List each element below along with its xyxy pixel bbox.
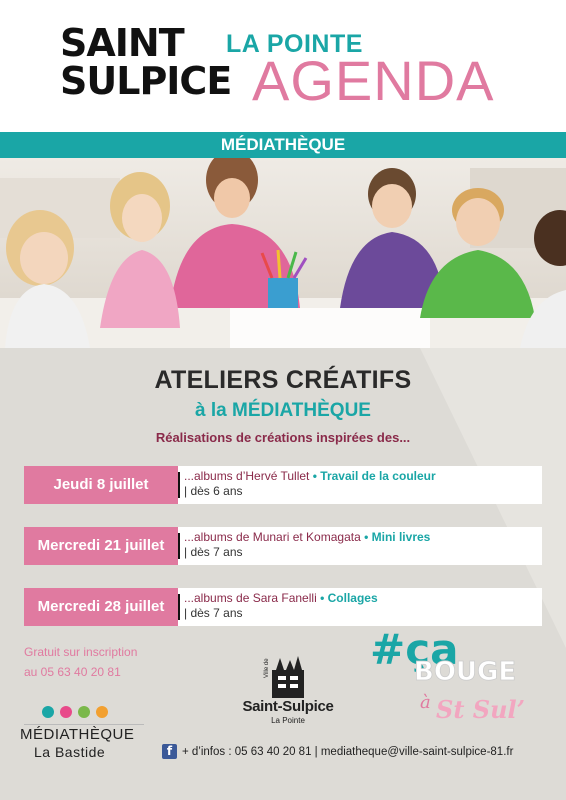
divider (24, 724, 144, 725)
ville-logo (238, 656, 338, 732)
photo-illustration (0, 158, 566, 348)
circle-icon (96, 706, 108, 718)
event-description (178, 527, 542, 565)
event-description (178, 466, 542, 504)
facebook-icon[interactable]: f (162, 744, 177, 759)
mediatheque-icons (42, 706, 108, 718)
separator (178, 533, 180, 559)
registration-info (24, 642, 137, 682)
event-subtitle: à la MÉDIATHÈQUE (195, 400, 371, 421)
circle-icon (42, 706, 54, 718)
event-theme: • Collages (320, 591, 378, 605)
hashtag-a: à (420, 692, 431, 713)
footer-contact: + d’infos : 05 63 40 20 81 | mediatheque@ville-saint-sulpice-81.fr (182, 746, 514, 758)
hashtag-logo (370, 620, 550, 740)
event-album: ...albums de Munari et Komagata (184, 530, 361, 544)
section-band: MÉDIATHÈQUE (0, 132, 566, 158)
mediatheque-logo (20, 706, 148, 766)
circle-icon (78, 706, 90, 718)
event-title: ATELIERS CRÉATIFS (154, 366, 412, 394)
brand-saint: SAINT (60, 21, 184, 65)
brand-location: LA POINTE (226, 30, 363, 58)
event-theme: • Travail de la couleur (312, 469, 436, 483)
event-album: ...albums d’Hervé Tullet (184, 469, 310, 483)
agenda-title: AGENDA (252, 49, 495, 112)
separator (178, 472, 180, 498)
children-drawing-photo (0, 158, 566, 348)
event-date: Jeudi 8 juillet (24, 466, 178, 504)
hashtag-sign: #ça (370, 625, 459, 674)
event-date: Mercredi 21 juillet (24, 527, 178, 565)
event-row (24, 527, 542, 565)
ville-name: Saint-Sulpice (242, 698, 334, 715)
ville-prefix: Ville de (264, 658, 270, 678)
hashtag-stsul: St Sul’ (436, 695, 526, 724)
event-age: | dès 7 ans (184, 545, 243, 559)
event-intro: Réalisations de créations inspirées des... (155, 430, 411, 445)
mediatheque-name: MÉDIATHÈQUE (20, 726, 135, 743)
event-age: | dès 6 ans (184, 484, 243, 498)
event-row (24, 466, 542, 504)
separator (178, 594, 180, 620)
event-album: ...albums de Sara Fanelli (184, 591, 317, 605)
event-age: | dès 7 ans (184, 606, 243, 620)
event-theme: • Mini livres (364, 530, 431, 544)
hashtag-bouge: BOUGE (414, 657, 517, 687)
circle-icon (60, 706, 72, 718)
registration-phone: au 05 63 40 20 81 (24, 665, 121, 679)
registration-line: Gratuit sur inscription (24, 645, 138, 659)
mediatheque-sub: La Bastide (34, 744, 106, 760)
header (0, 0, 566, 132)
event-date: Mercredi 28 juillet (24, 588, 178, 626)
tower-icon (270, 656, 306, 698)
ville-sub: La Pointe (271, 716, 305, 725)
brand-sulpice: SULPICE (60, 59, 232, 103)
